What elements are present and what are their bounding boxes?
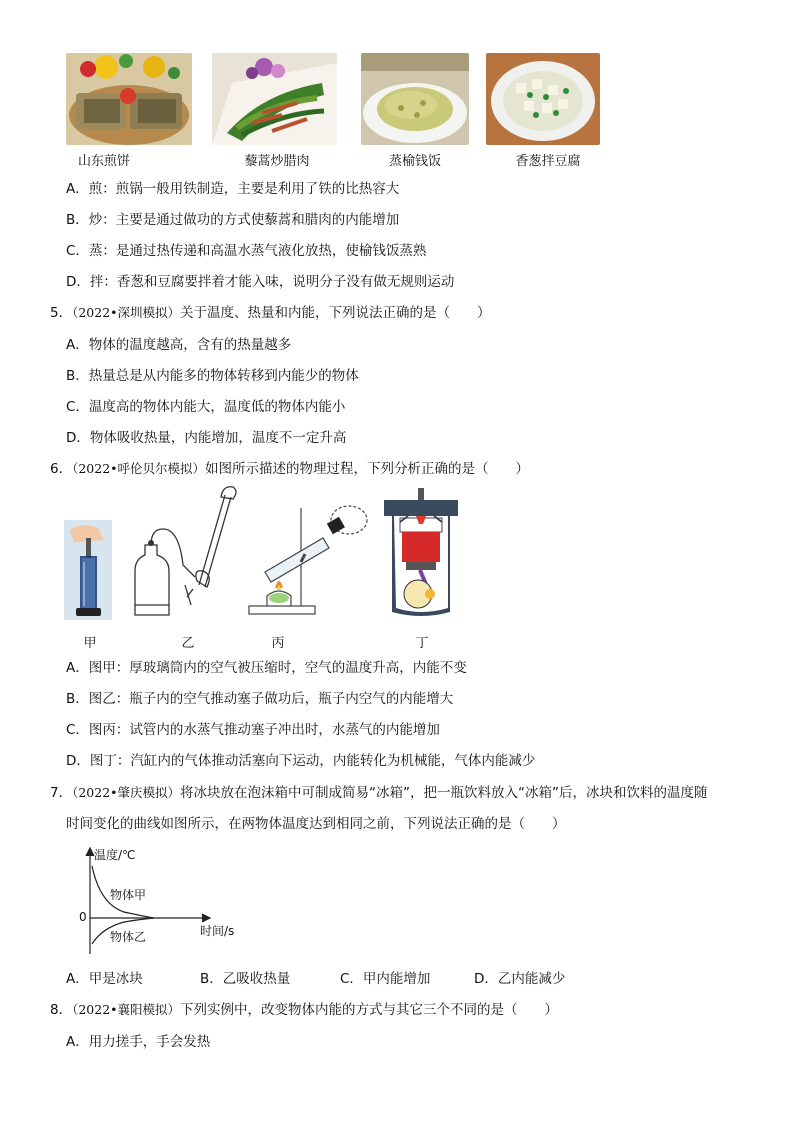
q6-option-a: A．图甲：厚玻璃筒内的空气被压缩时，空气的温度升高，内能不变 <box>66 660 467 676</box>
q7-option-c: C．甲内能增加 <box>340 971 431 987</box>
graph-y-label: 温度/℃ <box>94 848 136 862</box>
q8-option-a: A．用力搓手，手会发热 <box>66 1034 211 1050</box>
q7-option-d: D．乙内能减少 <box>474 971 566 987</box>
q6-text: 如图所示描述的物理过程，下列分析正确的是（ ） <box>205 461 530 477</box>
q6-number: 6． <box>50 461 73 477</box>
q5-stem <box>50 304 491 322</box>
q5-source: （2022•深圳模拟） <box>72 305 181 320</box>
q7-stem-line1 <box>50 784 708 802</box>
caption-steamed-elm-rice: 蒸榆钱饭 <box>388 154 441 169</box>
figure-label-ding: 丁 <box>415 636 429 651</box>
q8-text: 下列实例中，改变物体内能的方式与其它三个不同的是（ ） <box>180 1002 559 1018</box>
q5-option-d: D．物体吸收热量，内能增加，温度不一定升高 <box>66 430 347 446</box>
q7-option-b: B．乙吸收热量 <box>200 971 291 987</box>
graph-origin-label: 0 <box>79 910 87 924</box>
photo-scallion-tofu <box>486 53 600 145</box>
figure-label-jia: 甲 <box>83 636 97 651</box>
q4-option-d: D．拌：香葱和豆腐要拌着才能入味，说明分子没有做无规则运动 <box>66 274 455 290</box>
figure-label-bing: 丙 <box>271 636 285 651</box>
q7-stem-line2: 时间变化的曲线如图所示，在两物体温度达到相同之前，下列说法正确的是（ ） <box>66 816 566 832</box>
q7-source: （2022•肇庆模拟） <box>72 785 181 800</box>
caption-scallion-tofu: 香葱拌豆腐 <box>515 154 581 169</box>
caption-shandong-jianbing: 山东煎饼 <box>77 154 130 169</box>
q7-temperature-graph <box>72 844 252 958</box>
q5-option-a: A．物体的温度越高，含有的热量越多 <box>66 337 292 353</box>
q6-option-c: C．图丙：试管内的水蒸气推动塞子冲出时，水蒸气的内能增加 <box>66 722 440 738</box>
figure-jia-glass-cylinder <box>64 520 112 620</box>
q5-option-b: B．热量总是从内能多的物体转移到内能少的物体 <box>66 368 359 384</box>
q5-number: 5． <box>50 305 73 321</box>
q6-stem <box>50 460 529 478</box>
q7-option-a: A．甲是冰块 <box>66 971 143 987</box>
q8-number: 8． <box>50 1002 73 1018</box>
q6-source: （2022•呼伦贝尔模拟） <box>72 461 206 476</box>
q4-option-b: B．炒：主要是通过做功的方式使藜蒿和腊肉的内能增加 <box>66 212 400 228</box>
figure-ding-engine-cylinder <box>380 486 462 620</box>
q6-option-d: D．图丁：汽缸内的气体推动活塞向下运动，内能转化为机械能，气体内能减少 <box>66 753 536 769</box>
q4-option-a: A．煎：煎锅一般用铁制造，主要是利用了铁的比热容大 <box>66 181 400 197</box>
photo-shandong-jianbing <box>66 53 192 145</box>
q4-option-c: C．蒸：是通过热传递和高温水蒸气液化放热，使榆钱饭蒸熟 <box>66 243 427 259</box>
q7-number: 7． <box>50 785 73 801</box>
photo-artemisia-bacon <box>212 53 337 145</box>
graph-curve1-label: 物体甲 <box>110 888 147 902</box>
figure-label-yi: 乙 <box>181 636 195 651</box>
figure-bing-test-tube <box>245 502 369 620</box>
q6-option-b: B．图乙：瓶子内的空气推动塞子做功后，瓶子内空气的内能增大 <box>66 691 454 707</box>
q5-text: 关于温度、热量和内能，下列说法正确的是（ ） <box>180 305 491 321</box>
photo-steamed-elm-rice <box>361 53 469 145</box>
q7-text-1: 将冰块放在泡沫箱中可制成简易“冰箱”，把一瓶饮料放入“冰箱”后，冰块和饮料的温度随 <box>180 785 708 801</box>
caption-artemisia-bacon: 藜蒿炒腊肉 <box>244 154 310 169</box>
q5-option-c: C．温度高的物体内能大，温度低的物体内能小 <box>66 399 346 415</box>
figure-yi-bottle-pump <box>133 485 241 621</box>
q8-stem <box>50 1001 558 1019</box>
q8-source: （2022•襄阳模拟） <box>72 1002 181 1017</box>
graph-curve2-label: 物体乙 <box>110 930 147 944</box>
graph-x-label: 时间/s <box>200 924 235 938</box>
